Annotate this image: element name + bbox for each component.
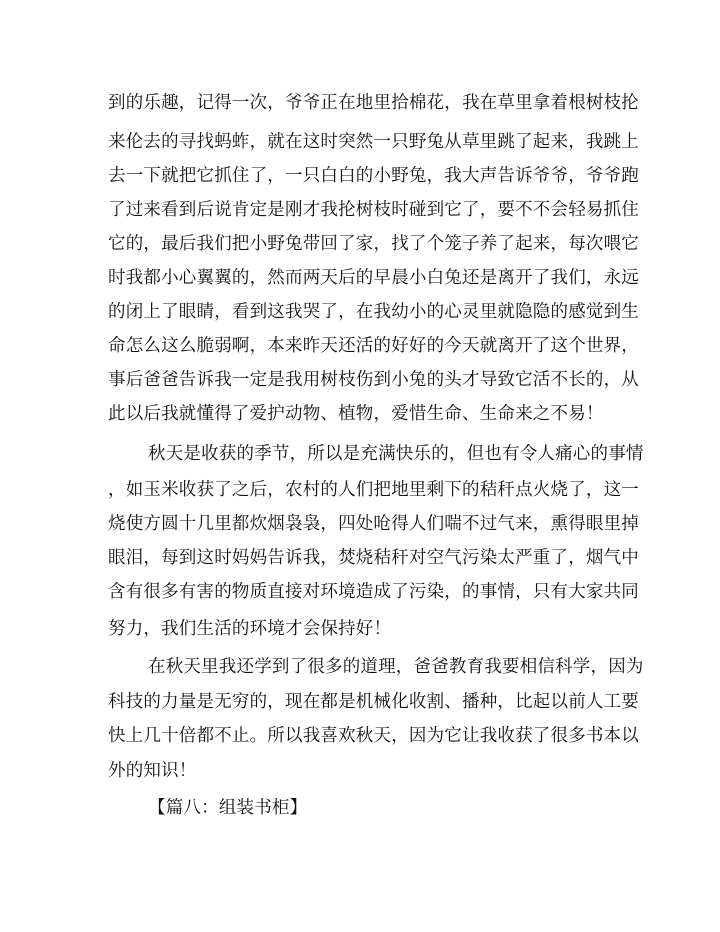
section-heading: 【篇八：组装书柜】 [148,798,308,818]
paragraph-1-line-4: 了过来看到后说肯定是刚才我抡树枝时碰到它了，要不不会轻易抓住 [108,200,639,220]
paragraph-2-line-1: 秋天是收获的季节，所以是充满快乐的，但也有令人痛心的事情 [148,444,644,464]
paragraph-1-line-3: 去一下就把它抓住了，一只白白的小野兔，我大声告诉爷爷，爷爷跑 [108,166,639,186]
paragraph-2-line-2: ，如玉米收获了之后，农村的人们把地里剩下的秸秆点火烧了，这一 [108,480,639,500]
paragraph-1-line-7: 的闭上了眼睛，看到这我哭了，在我幼小的心灵里就隐隐的感觉到生 [108,302,639,322]
paragraph-3-line-2: 科技的力量是无穷的，现在都是机械化收割、播种，比起以前人工要 [108,692,639,712]
paragraph-3-line-3: 快上几十倍都不止。所以我喜欢秋天，因为它让我收获了很多书本以 [108,726,639,746]
paragraph-3-line-1: 在秋天里我还学到了很多的道理，爸爸教育我要相信科学，因为 [148,657,644,677]
paragraph-2-line-5: 含有很多有害的物质直接对环境造成了污染，的事情，只有大家共同 [108,582,639,602]
paragraph-2-line-3: 烧使方圆十几里都炊烟袅袅，四处呛得人们喘不过气来，熏得眼里掉 [108,514,639,534]
paragraph-1-line-9: 事后爸爸告诉我一定是我用树枝伤到小兔的头才导致它活不长的，从 [108,370,639,390]
paragraph-1-line-8: 命怎么这么脆弱啊，本来昨天还活的好好的今天就离开了这个世界， [108,336,639,356]
paragraph-1-line-10: 此以后我就懂得了爱护动物、植物，爱惜生命、生命来之不易！ [108,404,604,424]
paragraph-1-line-6: 时我都小心翼翼的，然而两天后的早晨小白兔还是离开了我们，永远 [108,268,639,288]
paragraph-1-line-5: 它的，最后我们把小野兔带回了家，找了个笼子养了起来，每次喂它 [108,234,639,254]
paragraph-1-line-2: 来伦去的寻找蚂蚱，就在这时突然一只野兔从草里跳了起来，我跳上 [108,132,639,152]
paragraph-1-line-1: 到的乐趣，记得一次，爷爷正在地里拾棉花，我在草里拿着根树枝抡 [108,93,639,113]
paragraph-2-line-6: 努力，我们生活的环境才会保持好！ [108,619,392,639]
paragraph-2-line-4: 眼泪，每到这时妈妈告诉我，焚烧秸秆对空气污染太严重了，烟气中 [108,548,639,568]
paragraph-3-line-4: 外的知识！ [108,761,197,781]
